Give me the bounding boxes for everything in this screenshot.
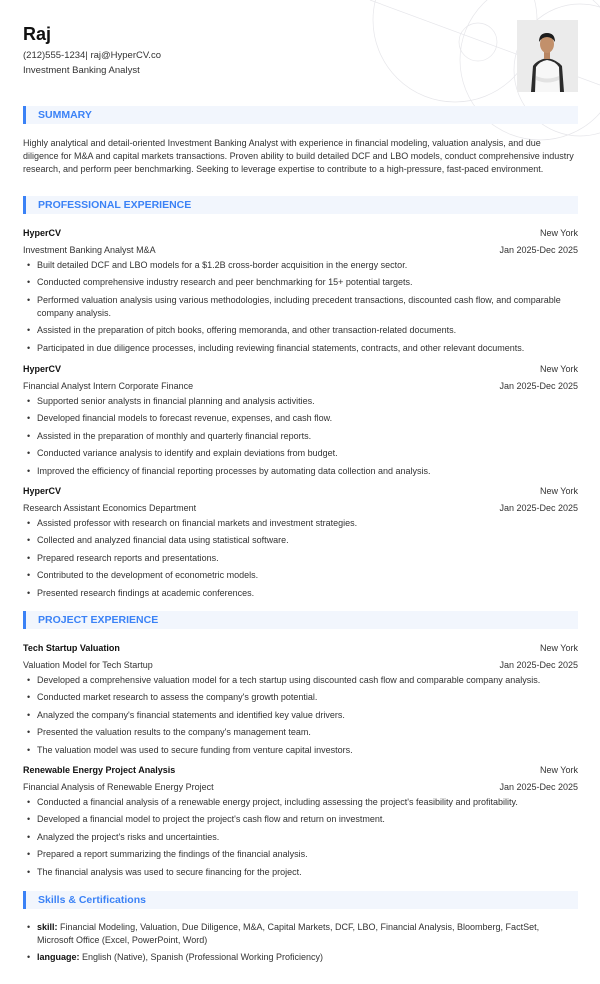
bullet-item: • Presented research findings at academic conferences.	[23, 587, 578, 600]
entry-org: HyperCV	[23, 227, 62, 238]
skill-value: English (Native), Spanish (Professional Working Proficiency)	[82, 951, 323, 962]
entry-org: HyperCV	[23, 485, 62, 496]
contact-line	[23, 50, 161, 61]
skill-item	[23, 921, 578, 946]
bullet-item: • Conducted comprehensive industry research and peer benchmarking for 15+ potential targets.	[23, 276, 578, 289]
section-accent-bar	[23, 611, 26, 629]
email: raj@HyperCV.co	[90, 50, 161, 61]
bullet-item: • Developed a financial model to project the project's cash flow and return on investment.	[23, 813, 578, 826]
entry-org-row	[23, 224, 578, 242]
bullet-item: • Built detailed DCF and LBO models for a $1.2B cross-border acquisition in the energy sector.	[23, 259, 578, 272]
entry-org-row	[23, 761, 578, 779]
skill-label: skill:	[37, 922, 58, 932]
entry-bullets	[23, 259, 578, 354]
entry-role-row	[23, 500, 578, 518]
entry-role-row	[23, 779, 578, 797]
summary-text: Highly analytical and detail-oriented Investment Banking Analyst with experience in financial modeling, valuation analysis, and due diligence for M&A and capital markets transactions. Proven ability to build detailed DCF and LBO models, conduct comprehensive industry research, and perform peer benchmarking. Seeking to leverage expertise to contribute to a high-pressure, fast-paced environment.	[23, 138, 574, 174]
entry-org-row	[23, 482, 578, 500]
bullet-item: • Conducted a financial analysis of a renewable energy project, including assessing the project's feasibility and profitability.	[23, 796, 578, 809]
bullet-item: • Assisted in the preparation of monthly and quarterly financial reports.	[23, 430, 578, 443]
entry-dates: Jan 2025-Dec 2025	[499, 503, 578, 514]
bullet-item: • Improved the efficiency of financial reporting processes by automating data collection and analysis.	[23, 465, 578, 478]
experience-entry	[23, 482, 578, 604]
section-header-projects	[23, 611, 578, 629]
entry-dates: Jan 2025-Dec 2025	[499, 245, 578, 256]
project-entry	[23, 639, 578, 761]
skills-list	[23, 921, 578, 968]
entry-org: HyperCV	[23, 363, 62, 374]
entry-org-row	[23, 639, 578, 657]
entry-location: New York	[539, 642, 578, 653]
person-photo-icon	[517, 20, 578, 92]
entry-org-row	[23, 360, 578, 378]
bullet-item: • The financial analysis was used to secure financing for the project.	[23, 866, 578, 879]
section-accent-bar	[23, 891, 26, 909]
bullet-item: • Prepared a report summarizing the findings of the financial analysis.	[23, 848, 578, 861]
entry-location: New York	[539, 485, 578, 496]
bullet-item: • Participated in due diligence processes, including reviewing financial statements, contracts, and other relevant documents.	[23, 342, 578, 355]
bullet-item: • Analyzed the project's risks and uncertainties.	[23, 831, 578, 844]
section-title: PROFESSIONAL EXPERIENCE	[38, 199, 192, 211]
bullet-item: • Developed financial models to forecast revenue, expenses, and cash flow.	[23, 412, 578, 425]
entry-bullets	[23, 395, 578, 478]
entry-dates: Jan 2025-Dec 2025	[499, 381, 578, 392]
experience-entry	[23, 224, 578, 359]
section-accent-bar	[23, 106, 26, 124]
entry-bullets	[23, 796, 578, 879]
entry-location: New York	[539, 227, 578, 238]
bullet-item: • Conducted variance analysis to identify and explain deviations from budget.	[23, 447, 578, 460]
section-accent-bar	[23, 196, 26, 214]
bullet-item: • Conducted market research to assess the company's growth potential.	[23, 691, 578, 704]
profile-photo	[517, 20, 578, 92]
entry-role-row	[23, 657, 578, 675]
entry-location: New York	[539, 363, 578, 374]
bullet-item: • Assisted professor with research on financial markets and investment strategies.	[23, 517, 578, 530]
section-title: SUMMARY	[38, 109, 92, 121]
entry-dates: Jan 2025-Dec 2025	[499, 660, 578, 671]
entry-role-row	[23, 242, 578, 260]
headline: Investment Banking Analyst	[23, 65, 140, 76]
contact-separator: |	[85, 50, 88, 61]
bullet-item: • The valuation model was used to secure funding from venture capital investors.	[23, 744, 578, 757]
section-title: PROJECT EXPERIENCE	[38, 614, 159, 626]
bullet-item: • Supported senior analysts in financial planning and analysis activities.	[23, 395, 578, 408]
entry-bullets	[23, 674, 578, 757]
skill-value: Financial Modeling, Valuation, Due Diligence, M&A, Capital Markets, DCF, LBO, Financial Analysis, Bloomberg, FactSet, Microsoft Office (Excel, PowerPoint, Word)	[37, 922, 540, 945]
bullet-item: • Analyzed the company's financial statements and identified key value drivers.	[23, 709, 578, 722]
bullet-item: • Presented the valuation results to the company's management team.	[23, 726, 578, 739]
bullet-item: • Contributed to the development of econometric models.	[23, 569, 578, 582]
experience-entry	[23, 360, 578, 482]
skill-item	[23, 951, 578, 964]
phone: (212)555-1234	[23, 50, 86, 61]
project-entry	[23, 761, 578, 883]
skill-label: language:	[37, 951, 80, 962]
bullet-item: • Prepared research reports and presentations.	[23, 552, 578, 565]
candidate-name: Raj	[23, 24, 52, 44]
entry-role: Financial Analysis of Renewable Energy Project	[23, 782, 214, 793]
entry-bullets	[23, 517, 578, 600]
section-header-experience	[23, 196, 578, 214]
section-header-summary	[23, 106, 578, 124]
bullet-item: • Performed valuation analysis using various methodologies, including precedent transactions, discounted cash flow, and comparable company analysis.	[23, 294, 578, 319]
section-title: Skills & Certifications	[38, 894, 146, 906]
entry-location: New York	[539, 764, 578, 775]
entry-role: Research Assistant Economics Department	[23, 503, 197, 514]
bullet-item: • Developed a comprehensive valuation model for a tech startup using discounted cash flow and comparable company analysis.	[23, 674, 578, 687]
entry-role-row	[23, 378, 578, 396]
entry-role: Investment Banking Analyst M&A	[23, 245, 156, 256]
bullet-item: • Collected and analyzed financial data using statistical software.	[23, 534, 578, 547]
bullet-item: • Assisted in the preparation of pitch books, offering memoranda, and other transaction-related documents.	[23, 324, 578, 337]
entry-org: Renewable Energy Project Analysis	[23, 764, 176, 775]
entry-role: Financial Analyst Intern Corporate Finance	[23, 381, 194, 392]
entry-org: Tech Startup Valuation	[23, 642, 120, 653]
section-header-skills	[23, 891, 578, 909]
entry-dates: Jan 2025-Dec 2025	[499, 782, 578, 793]
entry-role: Valuation Model for Tech Startup	[23, 660, 153, 671]
